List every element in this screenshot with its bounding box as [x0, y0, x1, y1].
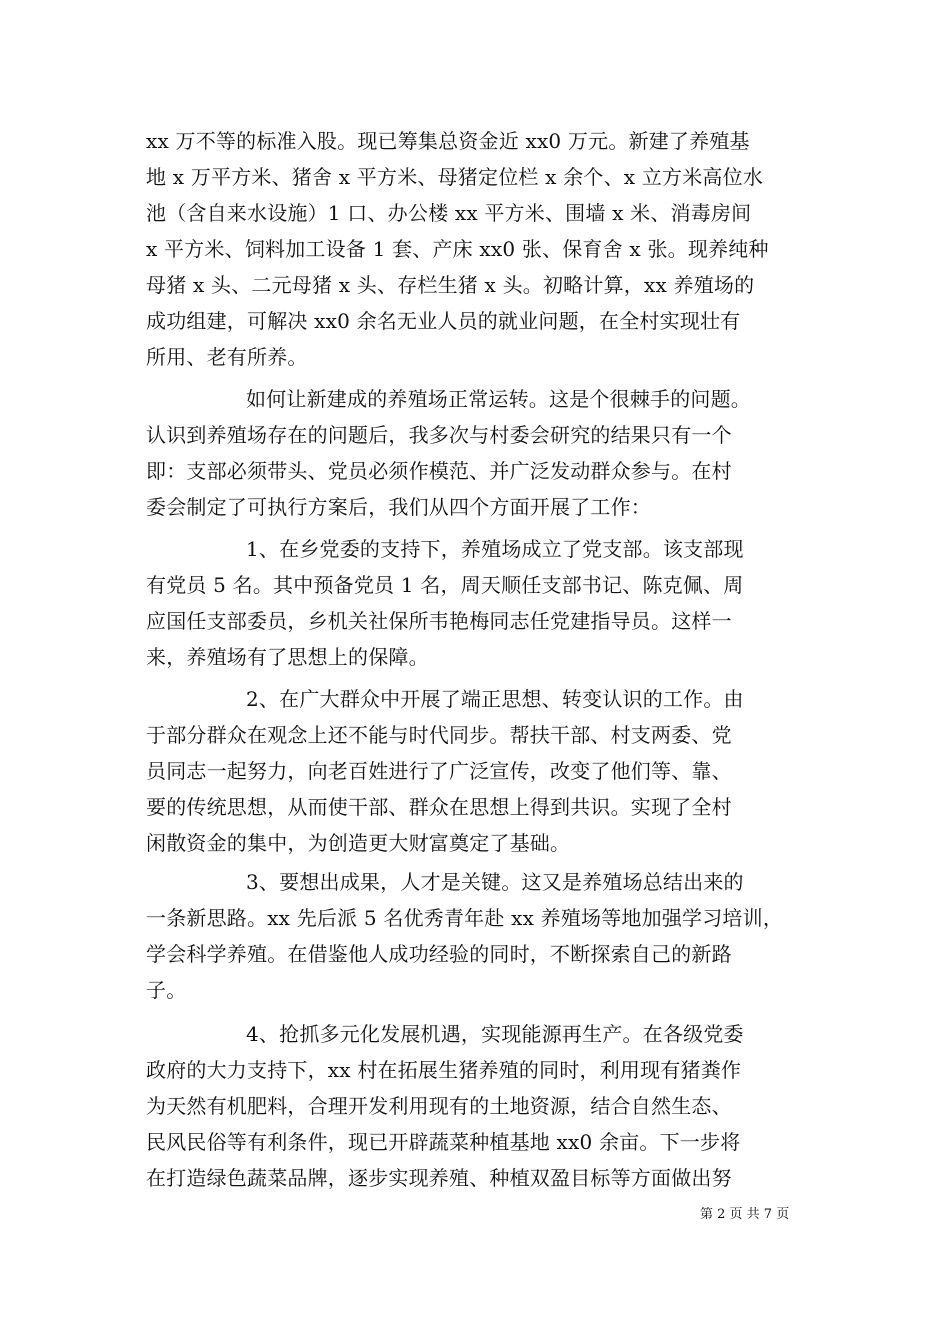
paragraph-line: 1、在乡党委的支持下，养殖场成立了党支部。该支部现	[246, 537, 744, 561]
paragraph-line: 政府的大力支持下，xx 村在拓展生猪养殖的同时，利用现有猪粪作	[146, 1058, 742, 1082]
paragraph-line: 4、抢抓多元化发展机遇，实现能源再生产。在各级党委	[246, 1022, 744, 1046]
paragraph-line: 在打造绿色蔬菜品牌，逐步实现养殖、种植双盈目标等方面做出努	[146, 1166, 732, 1190]
paragraph-line: 池（含自来水设施）1 口、办公楼 xx 平方米、围墙 x 米、消毒房间	[146, 201, 752, 225]
paragraph-line: 学会科学养殖。在借鉴他人成功经验的同时，不断探索自己的新路	[146, 942, 732, 966]
paragraph-line: 认识到养殖场存在的问题后，我多次与村委会研究的结果只有一个	[146, 423, 732, 447]
paragraph-line: 为天然有机肥料，合理开发利用现有的土地资源，结合自然生态、	[146, 1094, 732, 1118]
paragraph-line: 所用、老有所养。	[146, 345, 308, 369]
paragraph-line: 于部分群众在观念上还不能与时代同步。帮扶干部、村支两委、党	[146, 723, 732, 747]
paragraph-line: 有党员 5 名。其中预备党员 1 名，周天顺任支部书记、陈克佩、周	[146, 573, 744, 597]
paragraph-line: 应国任支部委员，乡机关社保所韦艳梅同志任党建指导员。这样一	[146, 609, 732, 633]
paragraph-line: 子。	[146, 978, 187, 1002]
paragraph-line: 3、要想出成果，人才是关键。这又是养殖场总结出来的	[246, 870, 744, 894]
paragraph-line: 如何让新建成的养殖场正常运转。这是个很棘手的问题。	[246, 387, 751, 411]
paragraph-line: 2、在广大群众中开展了端正思想、转变认识的工作。由	[246, 687, 744, 711]
paragraph-line: 民风民俗等有利条件，现已开辟蔬菜种植基地 xx0 余亩。下一步将	[146, 1130, 741, 1154]
paragraph-line: 一条新思路。xx 先后派 5 名优秀青年赴 xx 养殖场等地加强学习培训，	[146, 906, 784, 930]
paragraph-line: 来，养殖场有了思想上的保障。	[146, 645, 429, 669]
paragraph-line: x 平方米、饲料加工设备 1 套、产床 xx0 张、保育舍 x 张。现养纯种	[146, 237, 769, 261]
paragraph-line: 要的传统思想，从而使干部、群众在思想上得到共识。实现了全村	[146, 795, 732, 819]
paragraph-line: 地 x 万平方米、猪舍 x 平方米、母猪定位栏 x 余个、x 立方米高位水	[146, 165, 764, 189]
paragraph-line: xx 万不等的标准入股。现已筹集总资金近 xx0 万元。新建了养殖基	[146, 129, 750, 153]
page-number: 第 2 页 共 7 页	[700, 1207, 790, 1222]
paragraph-line: 母猪 x 头、二元母猪 x 头、存栏生猪 x 头。初略计算，xx 养殖场的	[146, 273, 755, 297]
paragraph-line: 员同志一起努力，向老百姓进行了广泛宣传，改变了他们等、靠、	[146, 759, 732, 783]
paragraph-line: 闲散资金的集中，为创造更大财富奠定了基础。	[146, 831, 571, 855]
paragraph-line: 成功组建，可解决 xx0 余名无业人员的就业问题，在全村实现壮有	[146, 309, 741, 333]
paragraph-line: 委会制定了可执行方案后，我们从四个方面开展了工作：	[146, 495, 651, 519]
paragraph-line: 即：支部必须带头、党员必须作模范、并广泛发动群众参与。在村	[146, 459, 732, 483]
